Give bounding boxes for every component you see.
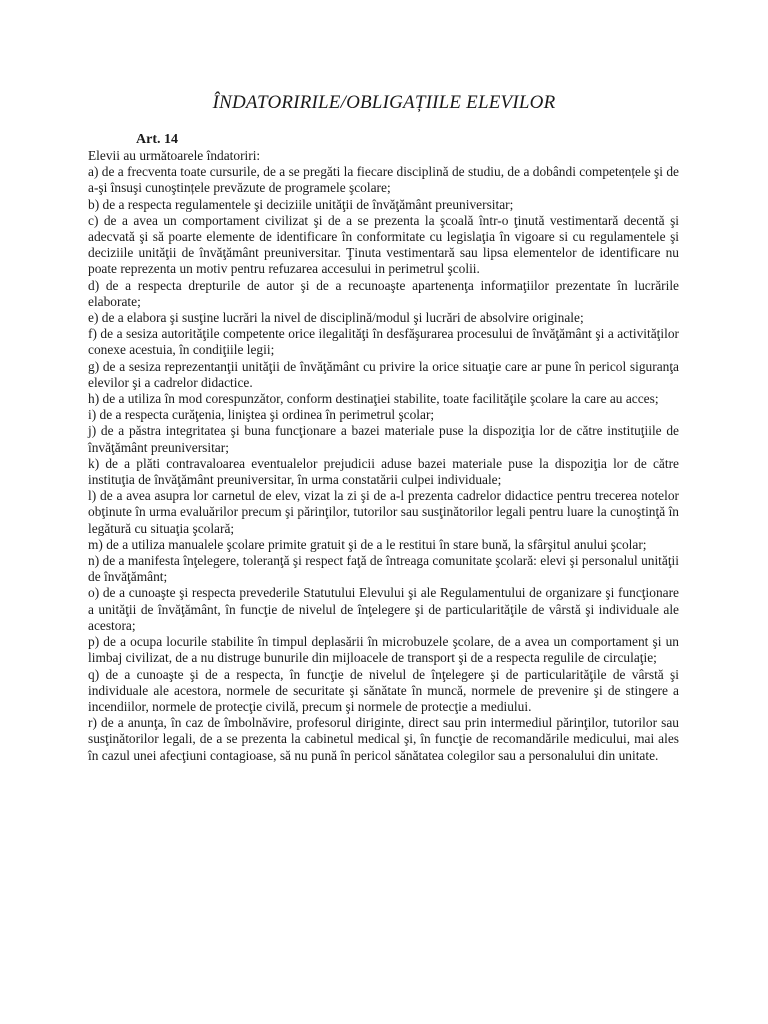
duty-item-l: l) de a avea asupra lor carnetul de elev, vizat la zi şi de a-l prezenta cadrelor didactice pentru trecerea notelor obţinute în urma evaluărilor precum şi părinţilor, tutorilor sau susţinătorilor legali pentru luare la cunoştinţă în legătură cu situaţia şcolară;: [88, 488, 679, 536]
duty-item-e: e) de a elabora şi susţine lucrări la nivel de disciplină/modul şi lucrări de absolvire originale;: [88, 310, 584, 326]
duty-item-o: o) de a cunoaşte şi respecta prevederile Statutului Elevului şi ale Regulamentului de organizare şi funcţionare a unităţii de învăţământ, în funcţie de nivelul de înţelegere şi de particularităţile de vârstă şi individuale ale acestora;: [88, 585, 679, 633]
duty-item-a: a) de a frecventa toate cursurile, de a se pregăti la fiecare disciplină de studiu, de a dobândi competențele şi de a-şi însuşi cunoştințele prevăzute de programele şcolare;: [88, 164, 679, 196]
article-heading: Art. 14: [136, 132, 178, 147]
duty-item-q: q) de a cunoaşte şi de a respecta, în funcţie de nivelul de înţelegere şi de particularităţile de vârstă şi individuale ale acestora, normele de securitate şi sănătate în muncă, normele de prevenire şi de stingere a incendiilor, normele de protecţie civilă, precum şi normele de protecţie a mediului.: [88, 666, 679, 714]
duty-item-c: c) de a avea un comportament civilizat şi de a se prezenta la şcoală într-o ţinută vestimentară decentă şi adecvată şi să poarte elemente de identificare în conformitate cu legislaţia în vigoare si cu regulamentele şi deciziile unităţii de învăţământ preuniversitar. Ţinuta vestimentară sau lipsa elementelor de identificare nu poate reprezenta un motiv pentru refuzarea accesului in perimetrul şcolii.: [88, 212, 679, 277]
duty-item-g: g) de a sesiza reprezentanţii unităţii de învăţământ cu privire la orice situaţie care ar pune în pericol siguranţa elevilor şi a cadrelor didactice.: [88, 358, 679, 390]
duty-item-k: k) de a plăti contravaloarea eventualelor prejudicii aduse bazei materiale puse la dispoziţia lor de către instituţia de învăţământ preuniversitar, în urma constatării culpei individuale;: [88, 455, 679, 488]
duty-item-n: n) de a manifesta înţelegere, toleranţă şi respect faţă de întreaga comunitate şcolară: elevi şi personalul unităţii de învăţământ;: [88, 553, 679, 585]
duty-item-i: i) de a respecta curăţenia, liniştea şi ordinea în perimetrul şcolar;: [88, 407, 435, 423]
duty-item-p: p) de a ocupa locurile stabilite în timpul deplasării în microbuzele şcolare, de a avea un comportament şi un limbaj civilizat, de a nu distruge bunurile din mijloacele de transport şi de a respecta regulile de circulaţie;: [88, 634, 679, 666]
duty-item-f: f) de a sesiza autorităţile competente orice ilegalităţi în desfăşurarea procesului de învăţământ şi a activităţilor conexe acestuia, în condiţiile legii;: [88, 326, 679, 358]
article-intro: Elevii au următoarele îndatoriri:: [88, 148, 261, 163]
duty-item-b: b) de a respecta regulamentele şi deciziile unităţii de învăţământ preuniversitar;: [88, 196, 514, 212]
duty-item-j: j) de a păstra integritatea şi buna funcţionare a bazei materiale puse la dispoziţia lor de către instituţiile de învăţământ preuniversitar;: [88, 423, 679, 455]
duty-item-h: h) de a utiliza în mod corespunzător, conform destinaţiei stabilite, toate facilităţile şcolare la care au acces;: [88, 391, 659, 407]
duty-item-m: m) de a utiliza manualele şcolare primite gratuit şi de a le restitui în stare bună, la sfârşitul anului şcolar;: [88, 536, 647, 552]
document-title: ÎNDATORIRILE/OBLIGAȚIILE ELEVILOR: [212, 92, 556, 113]
duty-item-d: d) de a respecta drepturile de autor şi de a recunoaşte apartenenţa informaţiilor prezentate în lucrările elaborate;: [88, 277, 679, 309]
duty-item-r: r) de a anunţa, în caz de îmbolnăvire, profesorul diriginte, direct sau prin intermediul părinţilor, tutorilor sau susţinătorilor legali, de a se prezenta la cabinetul medical şi, în funcţie de recomandările medicului, mai ales în cazul unei afecţiuni contagioase, să nu pună în pericol sănătatea colegilor sau a personalului din unitate.: [88, 715, 679, 763]
article-body: [88, 148, 679, 764]
